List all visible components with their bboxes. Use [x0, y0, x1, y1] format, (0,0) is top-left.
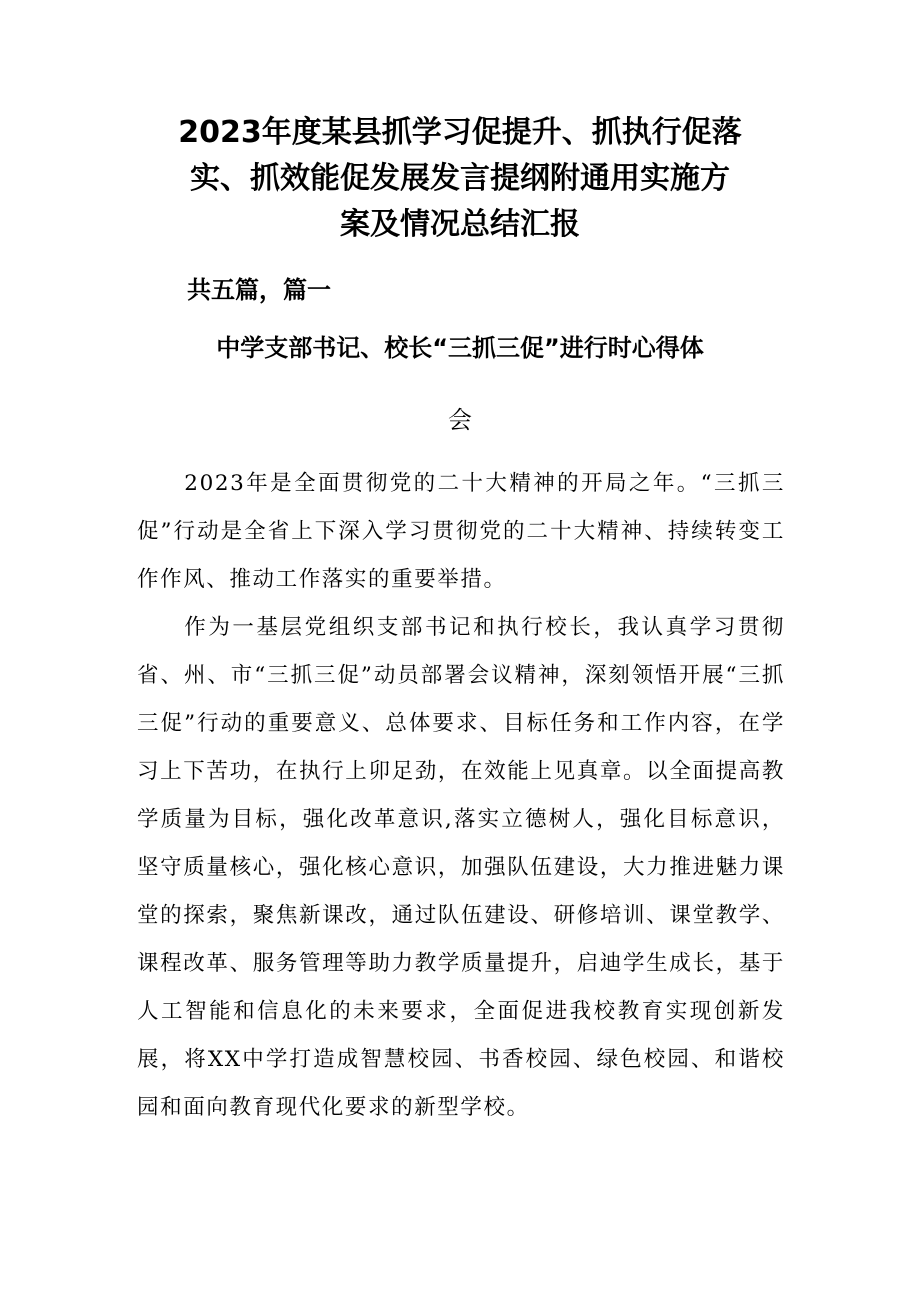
- paragraph-1: 2023年是全面贯彻党的二十大精神的开局之年。“三抓三促”行动是全省上下深入学习贯彻党的二十大精神、持续转变工作作风、推动工作落实的重要举措。: [137, 471, 785, 592]
- document-title: [130, 110, 790, 248]
- series-label: 共五篇，篇一: [187, 276, 331, 304]
- paragraph-2: 作为一基层党组织支部书记和执行校长，我认真学习贯彻省、州、市“三抓三促”动员部署会议精神，深刻领悟开展“三抓三促”行动的重要意义、总体要求、目标任务和工作内容，在学习上下苦功，在执行上卯足劲，在效能上见真章。以全面提高教学质量为目标，强化改革意识,落实立德树人，强化目标意识，坚守质量核心，强化核心意识，加强队伍建设，大力推进魅力课堂的探索，聚焦新课改，通过队伍建设、研修培训、课堂教学、课程改革、服务管理等助力教学质量提升，启迪学生成长，基于人工智能和信息化的未来要求，全面促进我校教育实现创新发展，将XX中学打造成智慧校园、书香校园、绿色校园、和谐校园和面向教育现代化要求的新型学校。: [137, 615, 785, 1120]
- article-title: 中学支部书记、校长“三抓三促”进行时心得体: [216, 334, 704, 362]
- document-title-line-2: 实、抓效能促发展发言提纲附通用实施方: [190, 161, 730, 196]
- document-body: [137, 460, 785, 1132]
- document-title-line-3: 案及情况总结汇报: [340, 207, 580, 242]
- document-title-line-1: 2023年度某县抓学习促提升、抓执行促落: [178, 115, 742, 150]
- article-title-tail: 会: [448, 406, 472, 434]
